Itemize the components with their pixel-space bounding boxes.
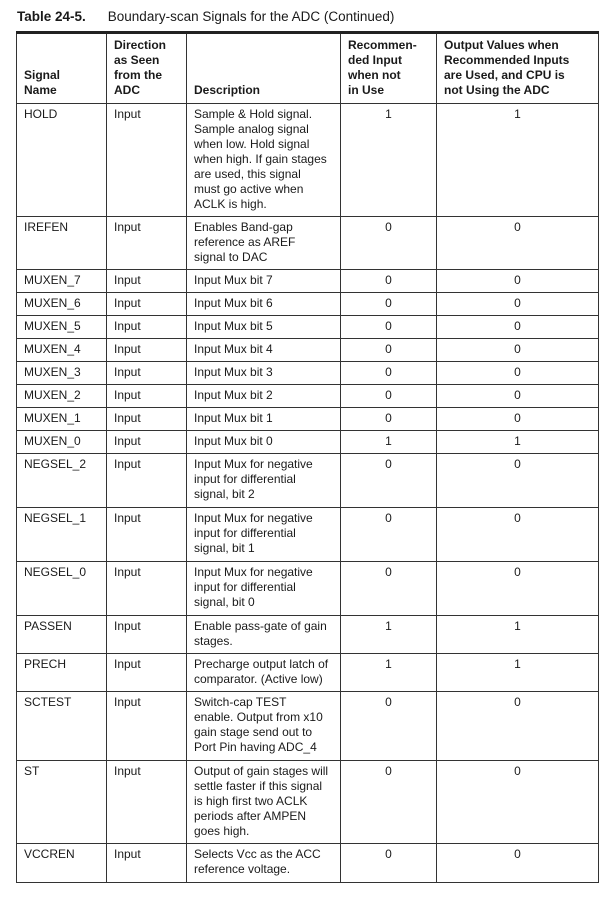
recommended-input-cell: 0: [341, 362, 437, 385]
table-row: [17, 844, 599, 883]
signal-name-cell: MUXEN_0: [17, 431, 107, 454]
signal-name-cell: MUXEN_5: [17, 316, 107, 339]
table-row: [17, 761, 599, 844]
header-output-values: Output Values when Recommended Inputs are Used, and CPU is not Using the ADC: [437, 33, 599, 104]
description-cell: Input Mux bit 5: [187, 316, 341, 339]
output-value-cell: 0: [437, 385, 599, 408]
signal-name-cell: HOLD: [17, 104, 107, 217]
output-value-cell: 0: [437, 362, 599, 385]
direction-cell: Input: [107, 217, 187, 270]
signal-name-cell: PRECH: [17, 654, 107, 692]
description-cell: Input Mux bit 7: [187, 270, 341, 293]
description-cell: Precharge output latch of comparator. (Active low): [187, 654, 341, 692]
signal-name-cell: NEGSEL_1: [17, 508, 107, 562]
recommended-input-cell: 0: [341, 454, 437, 508]
table-row: [17, 508, 599, 562]
table-row: [17, 385, 599, 408]
signal-name-cell: IREFEN: [17, 217, 107, 270]
output-value-cell: 0: [437, 692, 599, 761]
output-value-cell: 0: [437, 316, 599, 339]
table-row: [17, 454, 599, 508]
table-row: [17, 408, 599, 431]
table-row: [17, 270, 599, 293]
direction-cell: Input: [107, 408, 187, 431]
header-signal-name: Signal Name: [17, 33, 107, 104]
recommended-input-cell: 1: [341, 616, 437, 654]
direction-cell: Input: [107, 454, 187, 508]
signal-name-cell: MUXEN_3: [17, 362, 107, 385]
description-cell: Input Mux for negative input for differential signal, bit 1: [187, 508, 341, 562]
signal-name-cell: NEGSEL_2: [17, 454, 107, 508]
recommended-input-cell: 0: [341, 508, 437, 562]
output-value-cell: 0: [437, 761, 599, 844]
table-row: [17, 692, 599, 761]
output-value-cell: 1: [437, 104, 599, 217]
table-body: [17, 104, 599, 883]
direction-cell: Input: [107, 761, 187, 844]
signal-name-cell: VCCREN: [17, 844, 107, 883]
direction-cell: Input: [107, 385, 187, 408]
description-cell: Input Mux bit 6: [187, 293, 341, 316]
description-cell: Input Mux bit 0: [187, 431, 341, 454]
recommended-input-cell: 0: [341, 293, 437, 316]
direction-cell: Input: [107, 104, 187, 217]
signal-name-cell: ST: [17, 761, 107, 844]
output-value-cell: 1: [437, 431, 599, 454]
recommended-input-cell: 0: [341, 339, 437, 362]
table-number: Table 24-5.: [17, 9, 86, 24]
recommended-input-cell: 0: [341, 316, 437, 339]
output-value-cell: 0: [437, 408, 599, 431]
table-caption: [17, 9, 394, 24]
header-description: Description: [187, 33, 341, 104]
output-value-cell: 0: [437, 508, 599, 562]
description-cell: Sample & Hold signal. Sample analog signal when low. Hold signal when high. If gain stages are used, this signal must go active when ACLK is high.: [187, 104, 341, 217]
description-cell: Input Mux bit 4: [187, 339, 341, 362]
direction-cell: Input: [107, 339, 187, 362]
header-direction: Direction as Seen from the ADC: [107, 33, 187, 104]
recommended-input-cell: 0: [341, 408, 437, 431]
table-row: [17, 104, 599, 217]
recommended-input-cell: 0: [341, 692, 437, 761]
description-cell: Input Mux for negative input for differential signal, bit 2: [187, 454, 341, 508]
description-cell: Input Mux bit 1: [187, 408, 341, 431]
description-cell: Input Mux for negative input for differential signal, bit 0: [187, 562, 341, 616]
output-value-cell: 0: [437, 270, 599, 293]
description-cell: Output of gain stages will settle faster if this signal is high first two ACLK periods after AMPEN goes high.: [187, 761, 341, 844]
output-value-cell: 0: [437, 562, 599, 616]
description-cell: Enable pass-gate of gain stages.: [187, 616, 341, 654]
direction-cell: Input: [107, 431, 187, 454]
output-value-cell: 0: [437, 454, 599, 508]
table-row: [17, 316, 599, 339]
description-cell: Switch-cap TEST enable. Output from x10 gain stage send out to Port Pin having ADC_4: [187, 692, 341, 761]
recommended-input-cell: 0: [341, 385, 437, 408]
recommended-input-cell: 0: [341, 217, 437, 270]
recommended-input-cell: 0: [341, 761, 437, 844]
direction-cell: Input: [107, 844, 187, 883]
direction-cell: Input: [107, 562, 187, 616]
recommended-input-cell: 0: [341, 270, 437, 293]
direction-cell: Input: [107, 316, 187, 339]
signal-name-cell: NEGSEL_0: [17, 562, 107, 616]
signal-name-cell: MUXEN_7: [17, 270, 107, 293]
table-row: [17, 362, 599, 385]
recommended-input-cell: 0: [341, 562, 437, 616]
direction-cell: Input: [107, 616, 187, 654]
recommended-input-cell: 1: [341, 654, 437, 692]
direction-cell: Input: [107, 293, 187, 316]
signal-name-cell: PASSEN: [17, 616, 107, 654]
recommended-input-cell: 0: [341, 844, 437, 883]
output-value-cell: 1: [437, 616, 599, 654]
output-value-cell: 0: [437, 339, 599, 362]
table-title: Boundary-scan Signals for the ADC (Continued): [107, 9, 395, 24]
table-row: [17, 293, 599, 316]
description-cell: Enables Band-gap reference as AREF signal to DAC: [187, 217, 341, 270]
direction-cell: Input: [107, 270, 187, 293]
signal-name-cell: MUXEN_1: [17, 408, 107, 431]
recommended-input-cell: 1: [341, 431, 437, 454]
output-value-cell: 0: [437, 217, 599, 270]
description-cell: Selects Vcc as the ACC reference voltage.: [187, 844, 341, 883]
direction-cell: Input: [107, 654, 187, 692]
description-cell: Input Mux bit 3: [187, 362, 341, 385]
table-row: [17, 654, 599, 692]
table-row: [17, 217, 599, 270]
description-cell: Input Mux bit 2: [187, 385, 341, 408]
output-value-cell: 0: [437, 293, 599, 316]
direction-cell: Input: [107, 692, 187, 761]
signal-name-cell: MUXEN_4: [17, 339, 107, 362]
direction-cell: Input: [107, 508, 187, 562]
header-row: [17, 33, 599, 104]
signal-name-cell: MUXEN_2: [17, 385, 107, 408]
recommended-input-cell: 1: [341, 104, 437, 217]
table-row: [17, 616, 599, 654]
table-row: [17, 339, 599, 362]
output-value-cell: 0: [437, 844, 599, 883]
table-row: [17, 431, 599, 454]
output-value-cell: 1: [437, 654, 599, 692]
direction-cell: Input: [107, 362, 187, 385]
signal-name-cell: MUXEN_6: [17, 293, 107, 316]
signal-name-cell: SCTEST: [17, 692, 107, 761]
header-recommended-input: Recommen- ded Input when not in Use: [341, 33, 437, 104]
table-row: [17, 562, 599, 616]
boundary-scan-table: [16, 31, 599, 883]
